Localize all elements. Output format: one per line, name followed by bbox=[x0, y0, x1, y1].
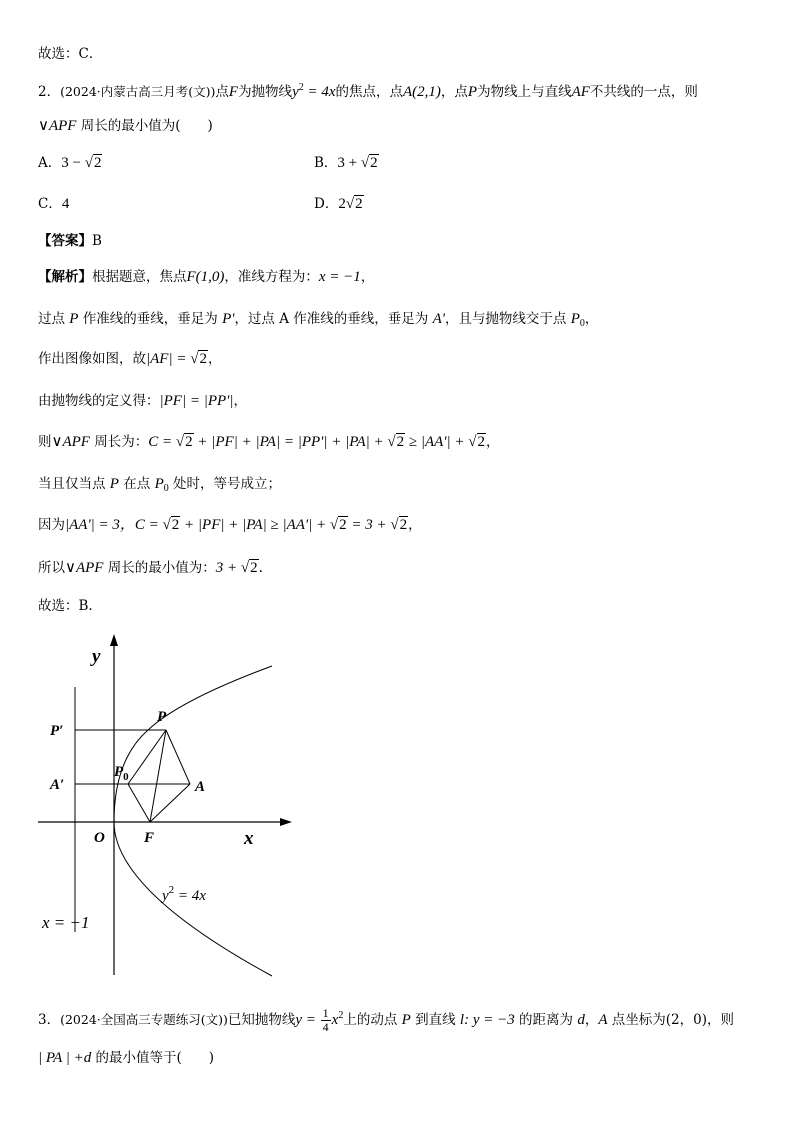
prev-answer-text: 故选：C． bbox=[38, 46, 103, 62]
q3-stem-line1: 3．(2024·全国高三专题练习(文))已知抛物线y = $\frac{1}{4}$ $x^2$上的动点 P 到直线 l: y = −3 的距离为 d，A 点坐标为(2，0)，则 bbox=[38, 1006, 735, 1034]
q2-option-a: A．3 − √2 bbox=[38, 155, 102, 171]
analysis-line-4: 由抛物线的定义得：|PF| = |PP'|， bbox=[38, 393, 247, 409]
q2-option-b: B．3 + √2 bbox=[314, 155, 378, 171]
analysis-line-8: 所以∨APF 周长的最小值为：3 + √2. bbox=[38, 560, 263, 576]
analysis-line-2: 过点 P 作准线的垂线，垂足为 P'，过点 A 作准线的垂线，垂足为 A'，且与抛物线交于点 $P_0$， bbox=[38, 311, 599, 329]
analysis-line-6: 当且仅当点 P 在点 $P_0$ 处时，等号成立； bbox=[38, 476, 282, 494]
analysis-line-1: 【解析】根据题意，焦点F(1,0)，准线方程为：x = −1， bbox=[38, 269, 375, 285]
analysis-line-5: 则∨APF 周长为：C = √2 + |PF| + |PA| = |PP'| + |PA| + √2 ≥ |AA'| + √2， bbox=[38, 434, 500, 450]
origin-label: O bbox=[94, 830, 105, 846]
q3-stem-line2: | PA | +d 的最小值等于( ) bbox=[38, 1050, 215, 1066]
q2-option-d: D．2√2 bbox=[314, 196, 363, 212]
x-axis-label: x bbox=[244, 828, 254, 849]
q2-point-a: A(2,1) bbox=[403, 84, 441, 100]
q2-parabola: $y^2 = 4x$ bbox=[292, 82, 336, 100]
pa-segment bbox=[166, 730, 190, 784]
q2-option-c: C．4 bbox=[38, 196, 70, 212]
point-a1-label: A′ bbox=[50, 777, 65, 793]
q2-source: (2024·内蒙古高三月考(文)) bbox=[60, 84, 216, 99]
curve-equation-label: $y^2 = 4x$ bbox=[162, 884, 206, 904]
focus-label: F bbox=[144, 830, 155, 846]
p-p0-segment bbox=[128, 730, 166, 784]
y-axis-label: y bbox=[92, 646, 101, 667]
q2-number: 2． bbox=[38, 84, 61, 100]
q2-stem-line2: ∨APF 周长的最小值为( ) bbox=[38, 118, 213, 134]
parabola-diagram bbox=[30, 630, 300, 980]
point-a-label: A bbox=[195, 779, 206, 795]
point-p0-label: $P_0$ bbox=[114, 764, 129, 783]
point-p1-label: P′ bbox=[50, 723, 64, 739]
pf-segment bbox=[150, 730, 166, 822]
x-axis-arrow bbox=[280, 818, 292, 826]
q2-stem-line1: 2．(2024·内蒙古高三月考(文))点F为抛物线$y^2 = 4x$的焦点，点A(2,1)，点P为物线上与直线AF不共线的一点，则 bbox=[38, 82, 698, 100]
q2-answer: 【答案】B bbox=[38, 233, 102, 249]
point-p-label: P bbox=[157, 709, 167, 725]
analysis-line-7: 因为|AA'| = 3，C = √2 + |PF| + |PA| ≥ |AA'| + √2 = 3 + √2， bbox=[38, 517, 422, 533]
prev-answer-line bbox=[38, 44, 102, 64]
analysis-line-3: 作出图像如图，故|AF| = √2， bbox=[38, 351, 222, 367]
p0f-segment bbox=[128, 784, 150, 822]
parabola-curve bbox=[114, 666, 272, 976]
y-axis-arrow bbox=[110, 634, 118, 646]
analysis-line-9: 故选：B. bbox=[38, 598, 93, 614]
directrix-label: x = −1 bbox=[42, 913, 90, 932]
